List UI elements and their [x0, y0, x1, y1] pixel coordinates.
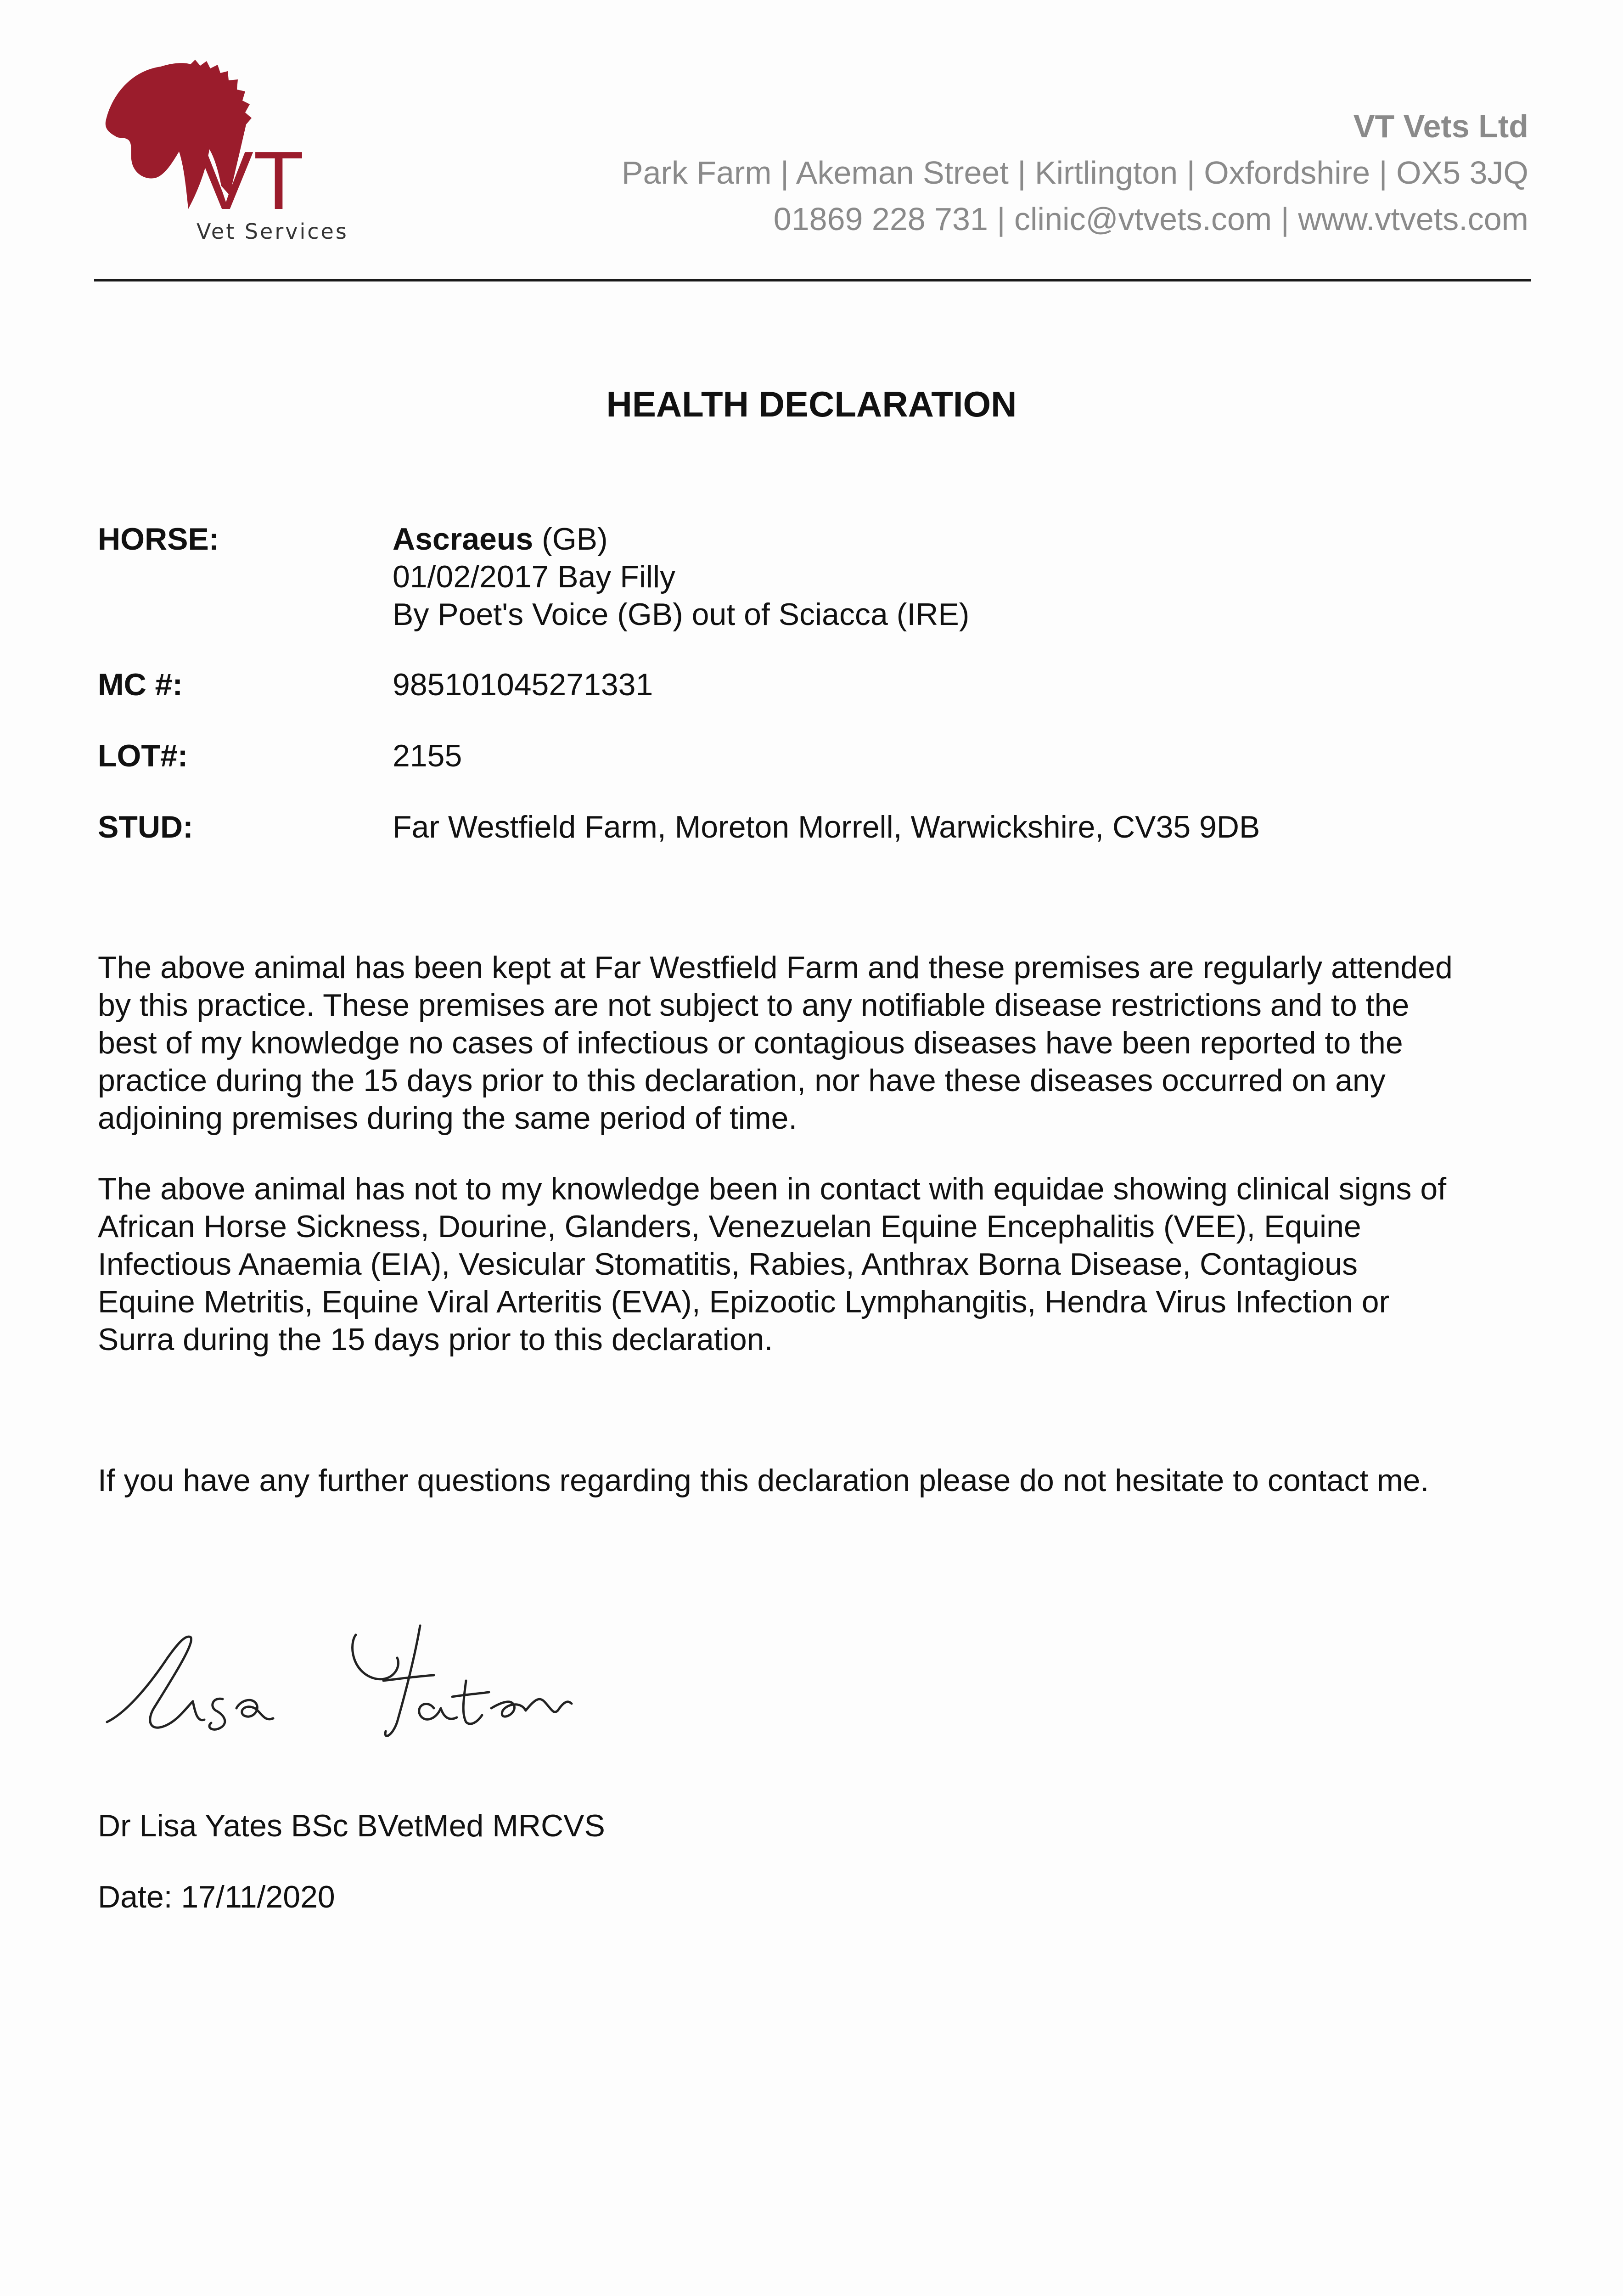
- paragraph-line: Surra during the 15 days prior to this declaration.: [98, 1322, 773, 1357]
- horse-origin: (GB): [542, 522, 608, 557]
- horse-name: Ascraeus: [393, 522, 534, 557]
- declaration-date: Date: 17/11/2020: [98, 1880, 335, 1914]
- company-contact: 01869 228 731 | clinic@vtvets.com | www.vtvets.com: [773, 201, 1528, 237]
- signatory-name: Dr Lisa Yates BSc BVetMed MRCVS: [98, 1808, 605, 1843]
- horse-pedigree: By Poet's Voice (GB) out of Sciacca (IRE): [393, 597, 970, 632]
- horse-details: 01/02/2017 Bay Filly: [393, 559, 676, 594]
- horse-head-logo-icon: [92, 57, 358, 246]
- signature-icon: [99, 1616, 705, 1754]
- closing-paragraph: If you have any further questions regarding this declaration please do not hesitate to contact me.: [98, 1463, 1429, 1498]
- company-name: VT Vets Ltd: [1353, 108, 1528, 144]
- company-header: [622, 103, 1528, 242]
- paragraph-line: Infectious Anaemia (EIA), Vesicular Stomatitis, Rabies, Anthrax Borna Disease, Contagious: [98, 1247, 1358, 1282]
- paragraph-line: Equine Metritis, Equine Viral Arteritis (EVA), Epizootic Lymphangitis, Hendra Virus Infection or: [98, 1284, 1390, 1319]
- logo-letters: VT: [198, 135, 304, 227]
- paragraph-line: practice during the 15 days prior to this declaration, nor have these diseases occurred on any: [98, 1063, 1386, 1098]
- paragraph-line: African Horse Sickness, Dourine, Glanders, Venezuelan Equine Encephalitis (VEE), Equine: [98, 1209, 1361, 1244]
- company-logo: [92, 57, 358, 246]
- mc-label: MC #:: [98, 667, 183, 702]
- horse-label: HORSE:: [98, 522, 219, 557]
- header-divider: [94, 279, 1531, 281]
- paragraph-line: by this practice. These premises are not subject to any notifiable disease restrictions and to the: [98, 988, 1410, 1023]
- lot-label: LOT#:: [98, 738, 188, 773]
- paragraph-line: The above animal has not to my knowledge been in contact with equidae showing clinical signs of: [98, 1171, 1447, 1206]
- stud-value: Far Westfield Farm, Moreton Morrell, Warwickshire, CV35 9DB: [393, 810, 1260, 844]
- horse-value: [393, 520, 969, 633]
- premises-paragraph: [98, 949, 1549, 1137]
- mc-value: 985101045271331: [393, 667, 653, 702]
- disease-contact-paragraph: [98, 1170, 1549, 1358]
- company-address: Park Farm | Akeman Street | Kirtlington | Oxfordshire | OX5 3JQ: [621, 155, 1528, 191]
- lot-value: 2155: [393, 738, 462, 773]
- paragraph-line: adjoining premises during the same period of time.: [98, 1101, 797, 1136]
- paragraph-line: The above animal has been kept at Far Westfield Farm and these premises are regularly attended: [98, 950, 1453, 985]
- handwritten-signature: [99, 1616, 705, 1754]
- document-title: HEALTH DECLARATION: [606, 384, 1017, 424]
- paragraph-line: best of my knowledge no cases of infectious or contagious diseases have been reported to the: [98, 1025, 1403, 1060]
- logo-tagline: Vet Services: [197, 219, 348, 244]
- stud-label: STUD:: [98, 810, 193, 844]
